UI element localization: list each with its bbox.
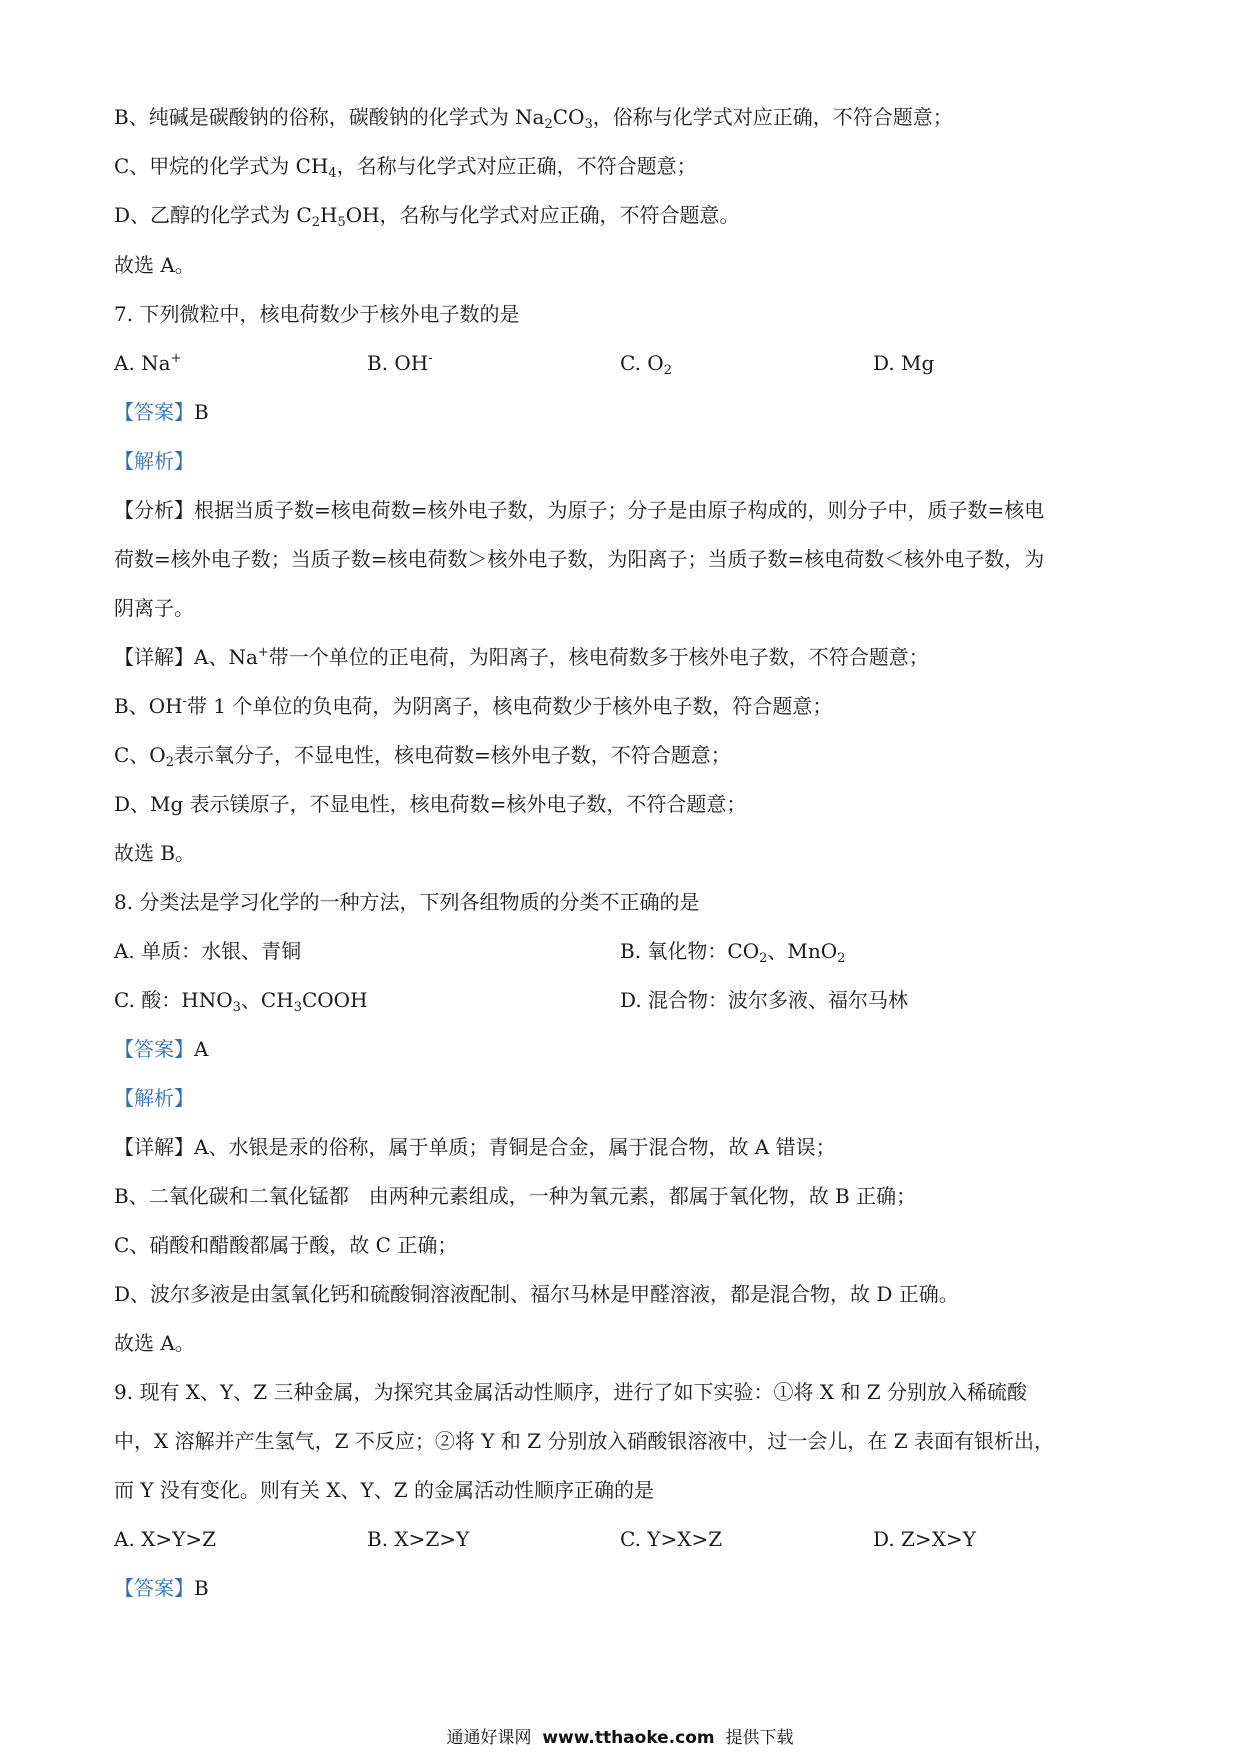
q7-analysis-line: 荷数=核外电子数；当质子数=核电荷数＞核外电子数，为阳离子；当质子数=核电荷数＜核外电子数，为 [114,547,1045,571]
question-9: 9. 现有 X、Y、Z 三种金属，为探究其金属活动性顺序，进行了如下实验：①将 X 和 Z 分别放入稀硫酸 [114,1380,1028,1404]
q7-option-c: C. $O_2$ [620,351,672,378]
question-9: 中，X 溶解并产生氢气，Z 不反应；②将 Y 和 Z 分别放入硝酸银溶液中，过一会儿，在 Z 表面有银析出， [114,1429,1054,1453]
q8-detail-line: C、硝酸和醋酸都属于酸，故 C 正确； [114,1233,458,1257]
q7-detail-line: D、Mg 表示镁原子，不显电性，核电荷数=核外电子数，不符合题意； [114,792,747,816]
q7-option-b: B. OH- [367,351,433,375]
q8-detail-line: B、二氧化碳和二氧化锰都 由两种元素组成，一种为氧元素，都属于氧化物，故 B 正确； [114,1184,917,1208]
q7-analysis-heading: 【解析】 [114,449,194,473]
q8-answer: 【答案】A [114,1037,209,1061]
question-7: 7. 下列微粒中，核电荷数少于核外电子数的是 [114,302,520,326]
q8-option-b: B. 氧化物：$CO_2$、MnO$_2$ [620,939,846,966]
q8-option-c: C. 酸：$HNO_3$、$CH_3COOH$ [114,988,368,1015]
text-line: D、乙醇的化学式为 $C_2H_5OH$，名称与化学式对应正确，不符合题意。 [114,203,740,230]
q9-option-b: B. X>Z>Y [367,1527,470,1551]
q7-detail-line: 【详解】A、Na+带一个单位的正电荷，为阳离子，核电荷数多于核外电子数，不符合题意； [114,645,929,669]
q7-analysis-line: 阴离子。 [114,596,194,620]
question-8: 8. 分类法是学习化学的一种方法，下列各组物质的分类不正确的是 [114,890,700,914]
q8-detail-line: D、波尔多液是由氢氧化钙和硫酸铜溶液配制、福尔马林是甲醛溶液，都是混合物，故 D 正确。 [114,1282,959,1306]
q8-analysis-heading: 【解析】 [114,1086,194,1110]
q7-analysis-line: 【分析】根据当质子数=核电荷数=核外电子数，为原子；分子是由原子构成的，则分子中，质子数=核电 [114,498,1045,522]
q8-option-a: A. 单质：水银、青铜 [114,939,302,963]
q9-option-a: A. X>Y>Z [114,1527,217,1551]
footer-url[interactable]: www.tthaoke.com [542,1728,715,1748]
page-footer [0,1727,1240,1749]
q9-option-c: C. Y>X>Z [620,1527,723,1551]
q8-detail-line: 【详解】A、水银是汞的俗称，属于单质；青铜是合金，属于混合物，故 A 错误； [114,1135,836,1159]
choice-statement: 故选 A。 [114,1331,195,1355]
footer-tail: 提供下载 [725,1728,794,1748]
q7-option-d: D. Mg [873,351,935,375]
question-9: 而 Y 没有变化。则有关 X、Y、Z 的金属活动性顺序正确的是 [114,1478,654,1502]
text-line: B、纯碱是碳酸钠的俗称，碳酸钠的化学式为 $Na_2CO_3$，俗称与化学式对应正确，不符合题意； [114,105,953,132]
q9-option-d: D. Z>X>Y [873,1527,976,1551]
q8-option-d: D. 混合物：波尔多液、福尔马林 [620,988,909,1012]
q9-answer: 【答案】B [114,1576,209,1600]
text-line: C、甲烷的化学式为 $CH_4$，名称与化学式对应正确，不符合题意； [114,154,697,181]
q7-option-a: A. Na+ [114,351,182,375]
q7-detail-line: C、$O_2$表示氧分子，不显电性，核电荷数=核外电子数，不符合题意； [114,743,731,770]
footer-site-name: 通通好课网 [446,1728,532,1748]
choice-statement: 故选 A。 [114,253,195,277]
q7-detail-line: B、OH-带 1 个单位的负电荷，为阴离子，核电荷数少于核外电子数，符合题意； [114,694,833,718]
q7-answer: 【答案】B [114,400,209,424]
choice-statement: 故选 B。 [114,841,196,865]
